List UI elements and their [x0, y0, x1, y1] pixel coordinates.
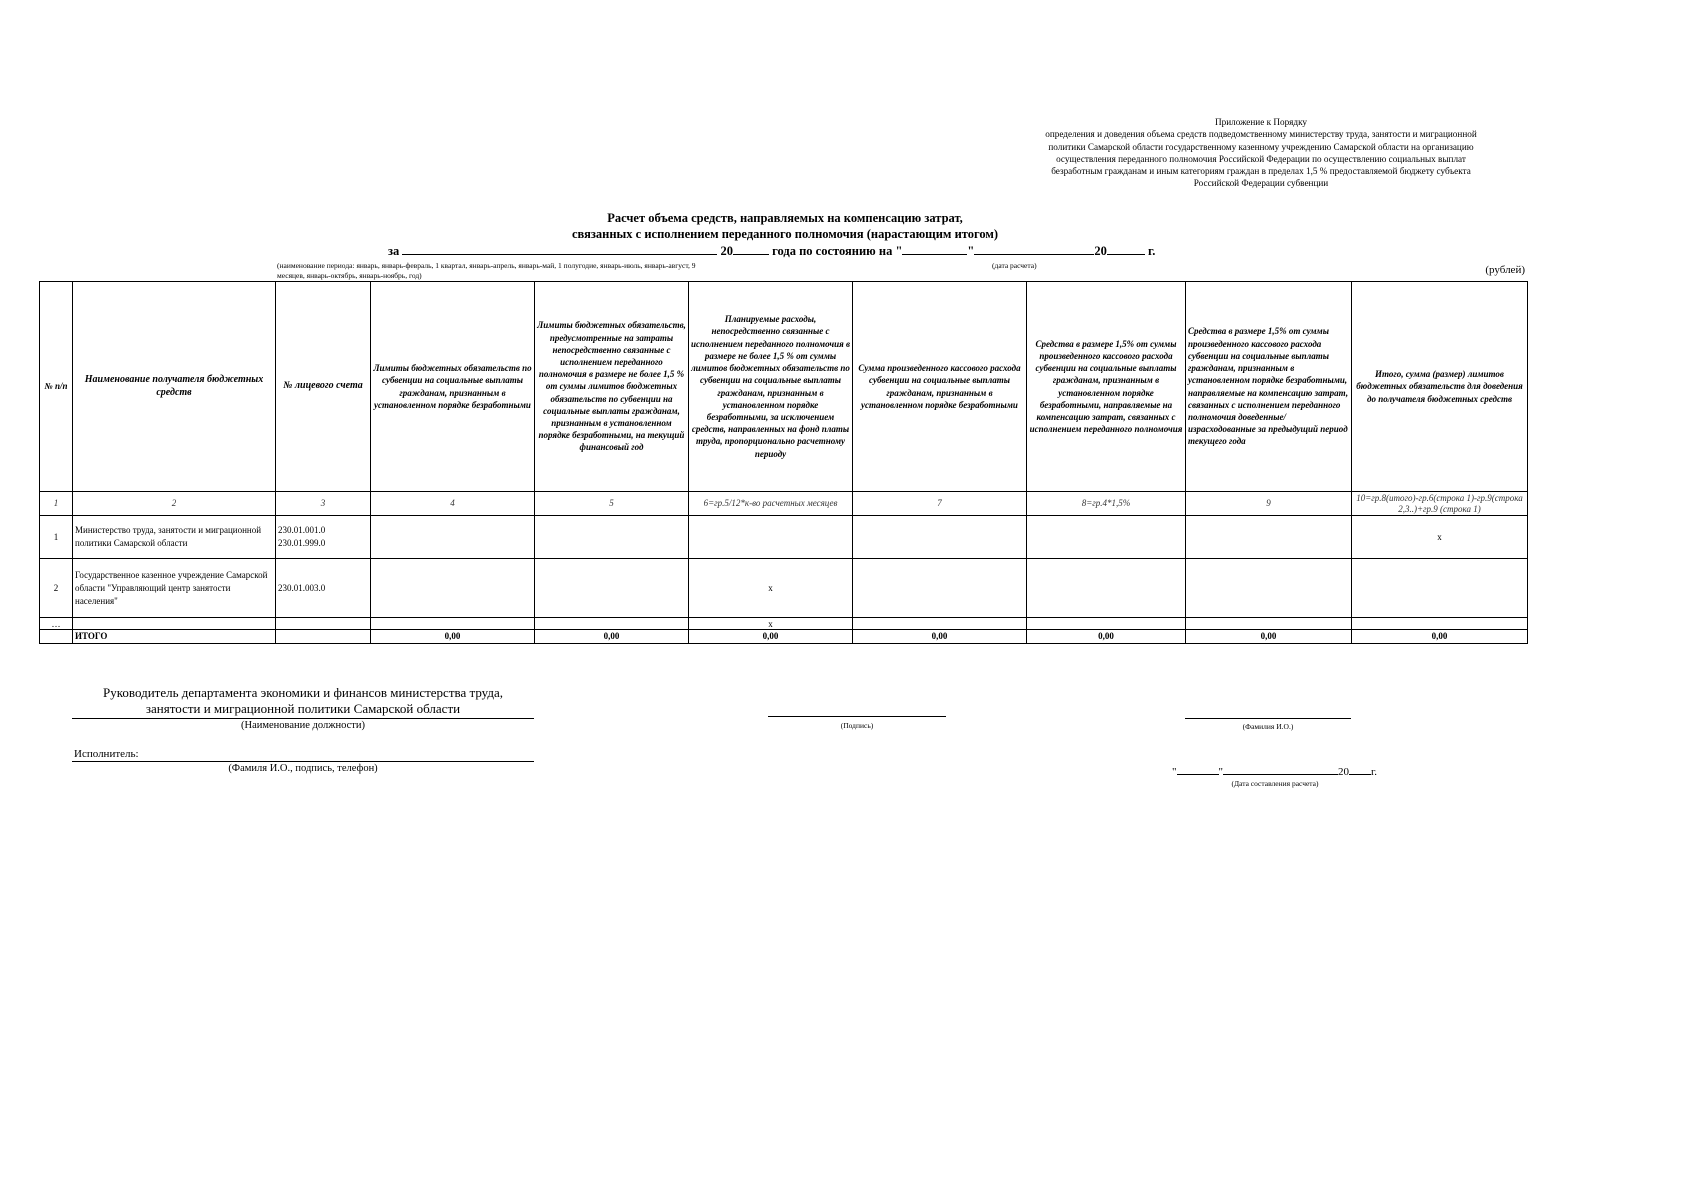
column-number: 9 [1186, 492, 1352, 516]
position-caption: (Наименование должности) [241, 720, 365, 731]
header-cell: Итого, сумма (размер) лимитов бюджетных обязательств для доведения до получателя бюджетных средств [1352, 282, 1528, 492]
header-cell: Лимиты бюджетных обязательств, предусмотренные на затраты непосредственно связанные с исполнением переданного полномочия в размере не более 1,5 % от суммы лимитов бюджетных обязательств по субвенции на социальные выплаты гражданам, признанным в установленном порядке безработными, на текущий финансовый год [535, 282, 689, 492]
value-cell[interactable] [1352, 559, 1528, 618]
value-cell[interactable] [853, 516, 1027, 559]
header-cell: № п/п [40, 282, 73, 492]
value-cell [535, 618, 689, 630]
column-number: 5 [535, 492, 689, 516]
document-title-line2: связанных с исполнением переданного полномочия (нарастающим итогом) [571, 227, 999, 241]
recipient-name: Министерство труда, занятости и миграционной политики Самарской области [73, 516, 276, 559]
column-number: 1 [40, 492, 73, 516]
executor-underline[interactable] [72, 761, 534, 762]
account-number: 230.01.003.0 [276, 559, 371, 618]
value-cell [1352, 618, 1528, 630]
value-cell [73, 618, 276, 630]
value-cell [276, 630, 371, 644]
total-label: ИТОГО [73, 630, 276, 644]
executor-caption: (Фамиля И.О., подпись, телефон) [228, 763, 378, 774]
name-line[interactable] [1185, 718, 1351, 719]
head-position-line: занятости и миграционной политики Самарской области [145, 701, 461, 716]
signature-caption: (Подпись) [840, 721, 874, 730]
row-number: 2 [40, 559, 73, 618]
appendix-line: политики Самарской области государственному казенному учреждению Самарской области на организацию [1048, 141, 1474, 152]
column-number: 7 [853, 492, 1027, 516]
value-cell[interactable] [535, 516, 689, 559]
value-cell[interactable] [371, 516, 535, 559]
column-number: 4 [371, 492, 535, 516]
header-cell: Средства в размере 1,5% от суммы произведенного кассового расхода субвенции на социальные выплаты гражданам, признанным в установленном порядке безработными, направляемые на компенсацию затрат, связанных с исполнением переданного полномочия доведенные/израсходованные за предыдущий период текущего года [1186, 282, 1352, 492]
position-underline [72, 718, 534, 719]
total-value: 0,00 [689, 630, 853, 644]
value-cell[interactable] [371, 559, 535, 618]
total-value: 0,00 [535, 630, 689, 644]
name-caption: (Фамилия И.О.) [1242, 722, 1294, 731]
total-value: 0,00 [1352, 630, 1528, 644]
date-caption: (Дата составления расчета) [1231, 779, 1319, 788]
date-note: (дата расчета) [992, 261, 1037, 270]
value-cell[interactable] [1027, 516, 1186, 559]
value-cell [1186, 618, 1352, 630]
header-cell: Лимиты бюджетных обязательств по субвенции на социальные выплаты гражданам, признанным в установленном порядке безработными [371, 282, 535, 492]
appendix-note [1011, 116, 1511, 190]
period-twenty: 20 [720, 244, 734, 258]
value-cell[interactable] [535, 559, 689, 618]
year2-blank[interactable] [1107, 243, 1145, 255]
appendix-line: безработным гражданам и иным категориям граждан в пределах 1,5 % предоставляемой бюджету субъекта [1051, 166, 1471, 177]
appendix-line: Приложение к Порядку [1214, 117, 1308, 127]
column-number: 6=гр.5/12*к-во расчетных месяцев [689, 492, 853, 516]
column-number: 2 [73, 492, 276, 516]
appendix-line: осуществления переданного полномочия Российской Федерации по осуществлению социальных выплат [1056, 153, 1466, 164]
date-twenty: 20 [1338, 766, 1349, 778]
period-za: за [388, 244, 400, 258]
value-cell: х [1352, 516, 1528, 559]
date-quote-open: " [1172, 766, 1177, 778]
header-cell: Сумма произведенного кассового расхода субвенции на социальные выплаты гражданам, признанным в установленном порядке безработными [853, 282, 1027, 492]
period-note: (наименование периода: январь, январь-февраль, 1 квартал, январь-апрель, январь-май, 1 полугодие, январь-июль, январь-август, 9 месяцев, январь-октябрь, январь-ноябрь, год) [277, 261, 696, 280]
quote-close: " [967, 244, 975, 258]
units-label: (рублей) [1485, 264, 1525, 276]
date-year-blank[interactable] [1349, 763, 1371, 775]
value-cell [276, 618, 371, 630]
header-cell: Средства в размере 1,5% от суммы произведенного кассового расхода субвенции на социальные выплаты гражданам, признанным в установленном порядке безработными, направляемые на компенсацию затрат, связанных с исполнением переданного полномочия [1027, 282, 1186, 492]
table-row [40, 618, 1528, 630]
total-value: 0,00 [371, 630, 535, 644]
period-asof: года по состоянию на " [772, 244, 903, 258]
period-g: г. [1147, 244, 1156, 258]
year-blank[interactable] [733, 243, 769, 255]
account-number [276, 516, 371, 559]
period-twenty2: 20 [1094, 244, 1107, 258]
value-cell: х [689, 618, 853, 630]
column-number: 8=гр.4*1,5% [1027, 492, 1186, 516]
value-cell[interactable] [1186, 559, 1352, 618]
day-blank[interactable] [902, 243, 967, 255]
header-cell: № лицевого счета [276, 282, 371, 492]
value-cell [371, 618, 535, 630]
value-cell [1027, 618, 1186, 630]
signature-line[interactable] [768, 716, 946, 717]
appendix-line: определения и доведения объема средств подведомственному министерству труда, занятости и миграционной [1045, 129, 1477, 140]
header-cell: Наименование получателя бюджетных средств [73, 282, 276, 492]
date-g: г. [1371, 766, 1378, 778]
total-row [40, 630, 1528, 644]
column-number: 10=гр.8(итого)-гр.6(строка 1)-гр.9(строка 2,3..)+гр.9 (строка 1) [1352, 492, 1528, 516]
value-cell[interactable] [1027, 559, 1186, 618]
head-position [72, 685, 534, 717]
date-month-blank[interactable] [1223, 763, 1338, 775]
value-cell: х [689, 559, 853, 618]
recipient-name: Государственное казенное учреждение Самарской области "Управляющий центр занятости населения" [73, 559, 276, 618]
row-number: 1 [40, 516, 73, 559]
executor-label: Исполнитель: [74, 748, 139, 760]
total-value: 0,00 [853, 630, 1027, 644]
document-title-line1: Расчет объема средств, направляемых на компенсацию затрат, [607, 211, 963, 225]
date-day-blank[interactable] [1177, 763, 1219, 775]
header-row [40, 282, 1528, 492]
row-number: … [40, 618, 73, 630]
period-blank[interactable] [402, 243, 717, 255]
column-number-row [40, 492, 1528, 516]
account-line: 230.01.001.0 [278, 525, 326, 535]
date-line [1172, 763, 1377, 778]
value-cell[interactable] [689, 516, 853, 559]
header-cell: Планируемые расходы, непосредственно связанные с исполнением переданного полномочия в размере не более 1,5 % от суммы лимитов бюджетных обязательств по субвенции на социальные выплаты гражданам, признанным в установленном порядке безработными, за исключением средств, направленных на фонд платы труда, пропорционально расчетному периоду [689, 282, 853, 492]
table-row [40, 516, 1528, 559]
period-line [388, 243, 1155, 259]
value-cell[interactable] [853, 559, 1027, 618]
value-cell [853, 618, 1027, 630]
total-value: 0,00 [1186, 630, 1352, 644]
appendix-line: Российской Федерации субвенции [1193, 178, 1329, 189]
calculation-table [39, 281, 1528, 644]
total-value: 0,00 [1027, 630, 1186, 644]
value-cell [40, 630, 73, 644]
head-position-line: Руководитель департамента экономики и финансов министерства труда, [103, 685, 503, 700]
value-cell[interactable] [1186, 516, 1352, 559]
date-quote-close: " [1218, 766, 1223, 778]
account-line: 230.01.999.0 [278, 538, 326, 548]
table-row [40, 559, 1528, 618]
column-number: 3 [276, 492, 371, 516]
month-blank[interactable] [974, 243, 1094, 255]
